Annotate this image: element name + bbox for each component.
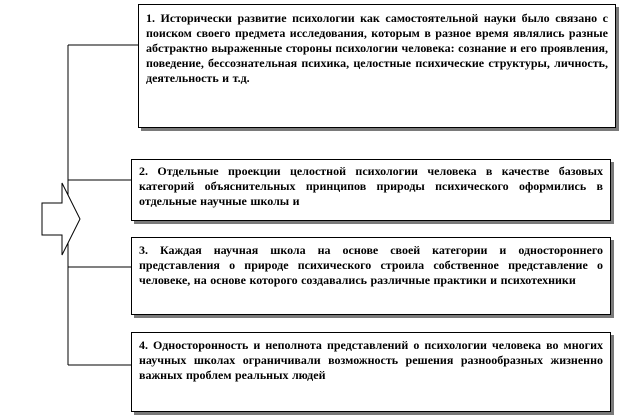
stage-block-3: [131, 237, 611, 315]
stage-block-2: [131, 159, 611, 221]
stage-block-2-text: 2. Отдельные проекции целостной психологии человека в качестве базовых категорий объяснительных принципов природы психического оформились в отдельные научные школы и: [139, 164, 603, 208]
block-arrow-right: [42, 183, 80, 255]
stage-block-4: [131, 332, 611, 412]
stage-block-3-text: 3. Каждая научная школа на основе своей категории и одностороннего представления о природе психического строила собственное представление о человеке, на основе которого создавались различные практики и психотехники: [139, 243, 603, 287]
stage-block-1: [138, 4, 616, 128]
stage-block-1-text: 1. Исторически развитие психологии как самостоятельной науки было связано с поиском своего предмета исследования, которым в разное время являлись разные абстрактно выраженные стороны психологии человека: сознание и его проявления, поведение, бессознательная психика, целостные психические структуры, личность, деятельность и т.д.: [146, 11, 608, 85]
stage-block-4-text: 4. Односторонность и неполнота представлений о психологии человека во многих научных школах ограничивали возможность решения разнообразных жизненно важных проблем реальных людей: [139, 338, 603, 382]
